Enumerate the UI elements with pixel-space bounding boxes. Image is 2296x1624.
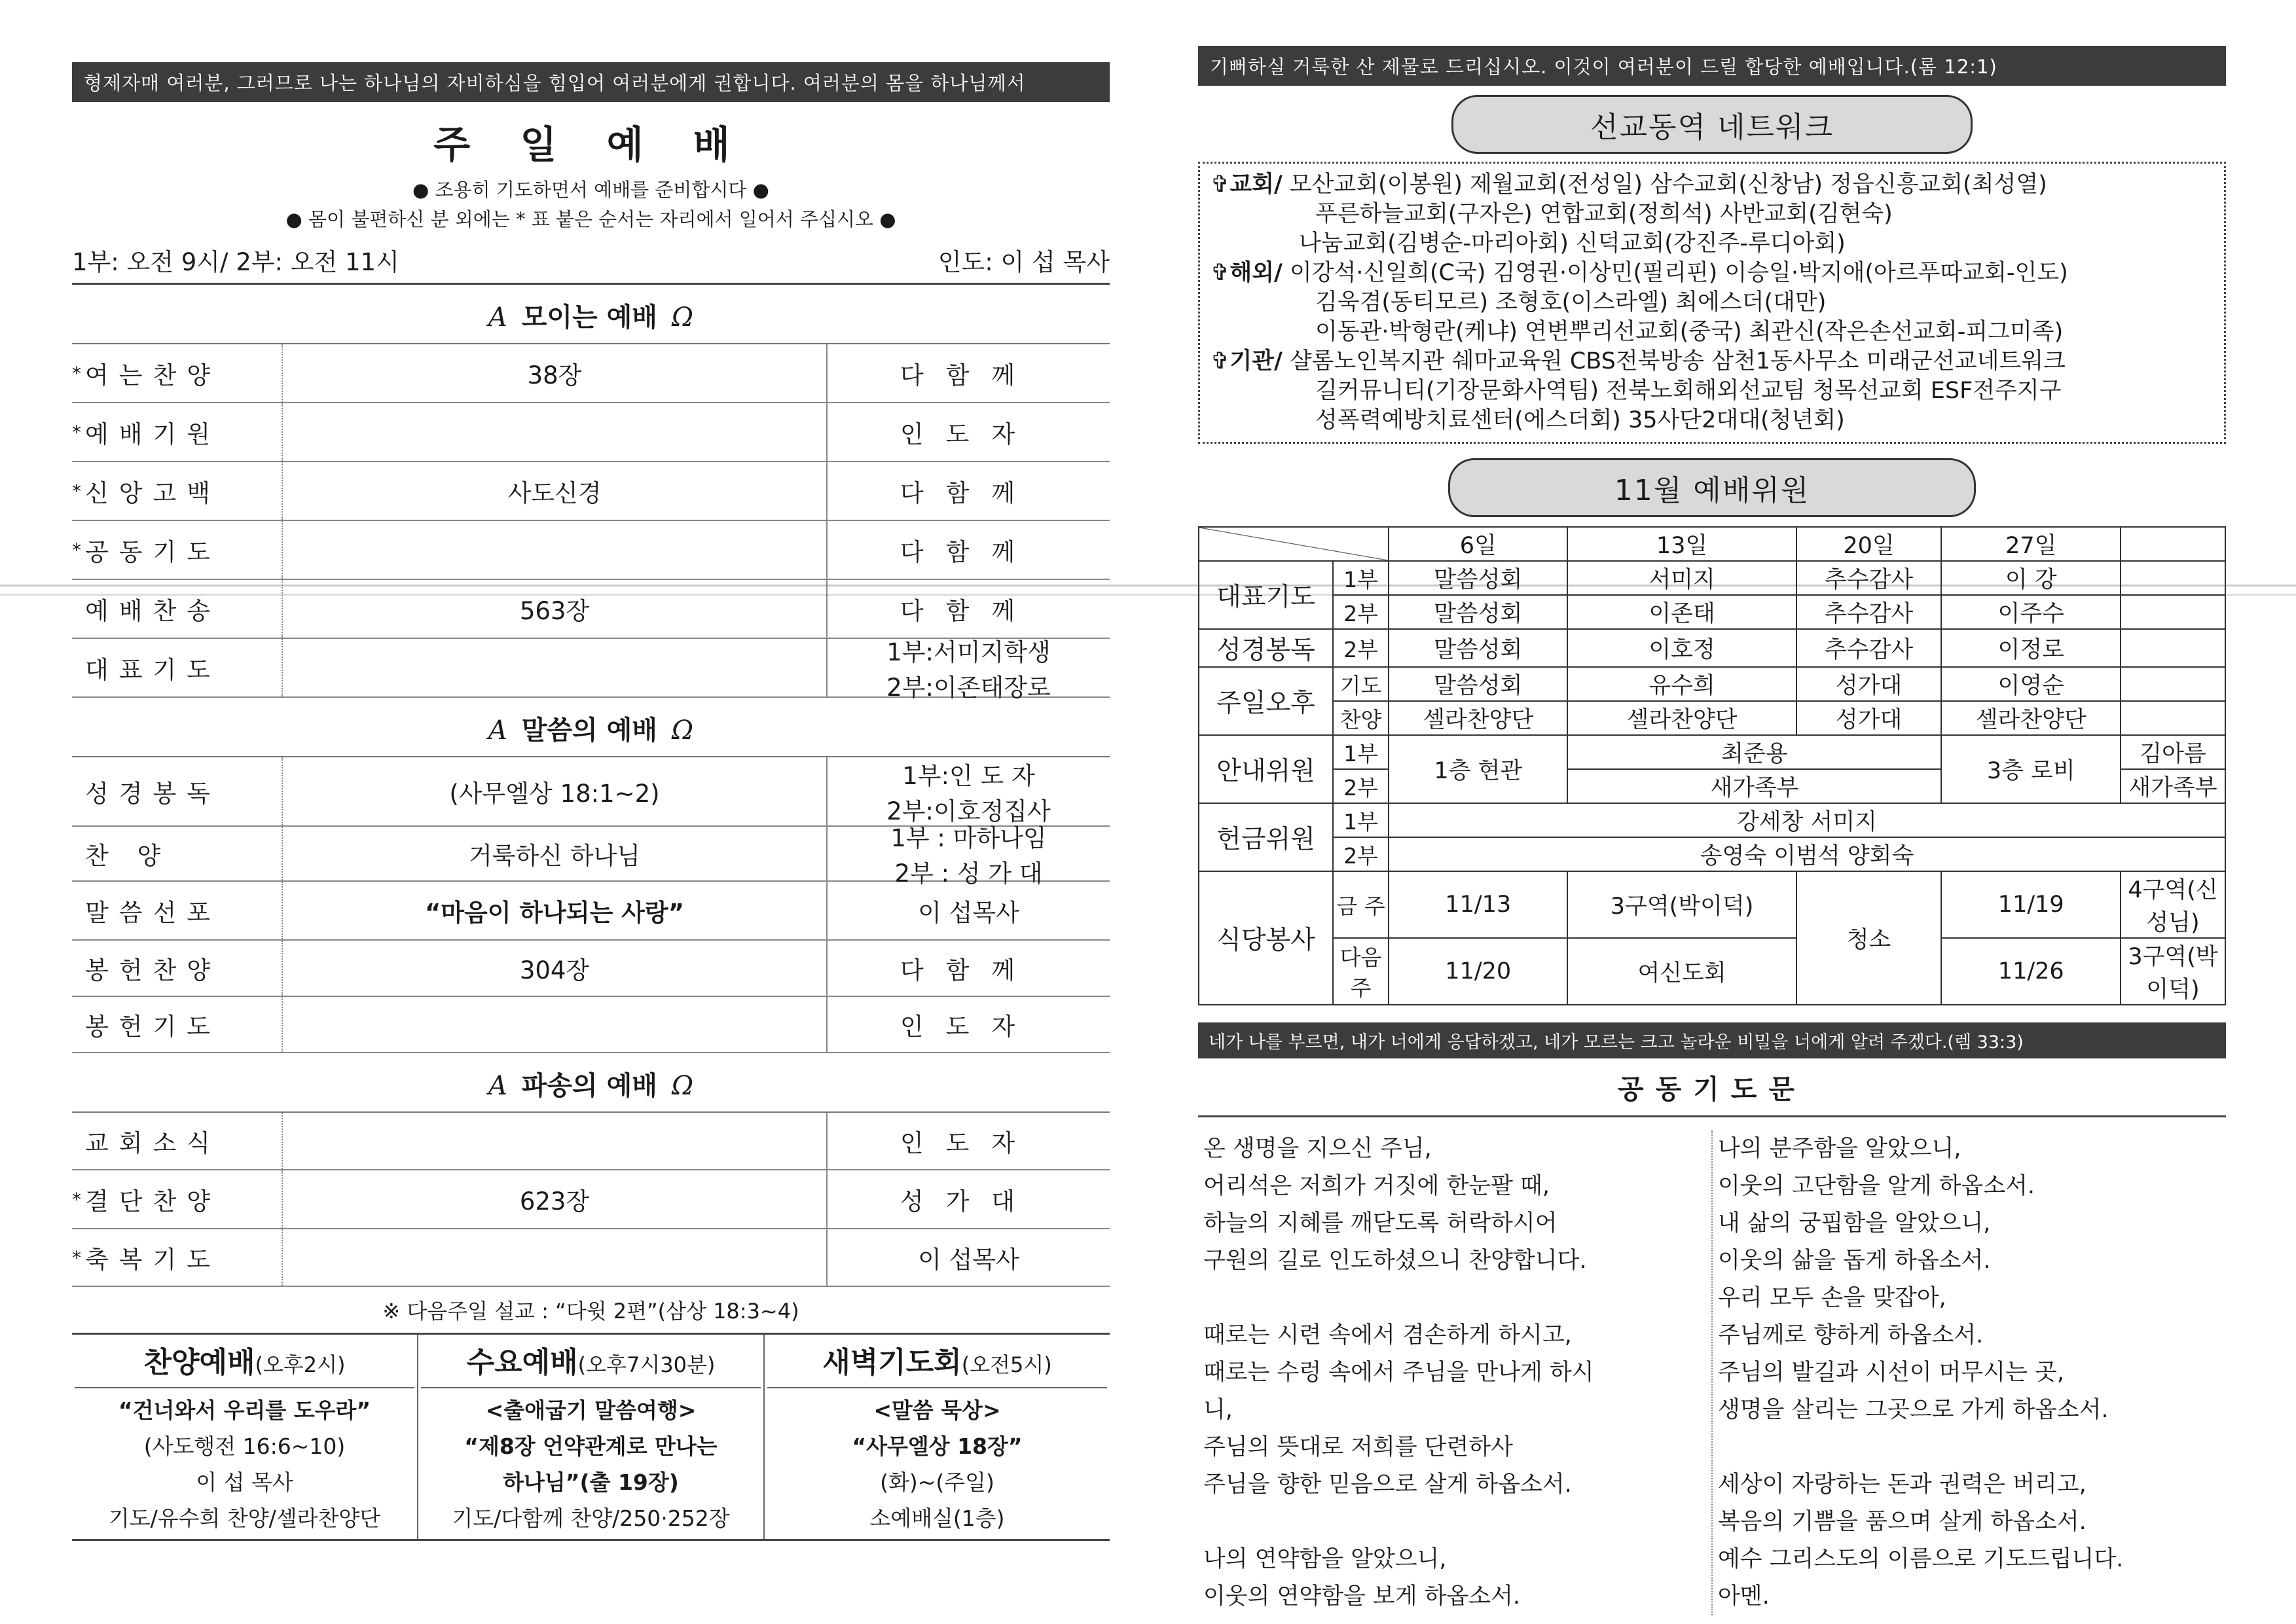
stand-marker: * — [72, 539, 81, 561]
who-line: 1부 : 마하나임 — [890, 824, 1047, 852]
abroad-label: ✞해외/ — [1211, 260, 1283, 286]
prayer-line: 구원의 길로 인도하셨으니 찬양합니다. — [1203, 1248, 1587, 1274]
prayer-line: 예수 그리스도의 이름으로 기도드립니다. — [1718, 1546, 2124, 1572]
order-item-content: 사도신경 — [283, 462, 828, 520]
prayer-line: 주님을 향한 믿음으로 살게 하옵소서. — [1203, 1471, 1572, 1498]
category-label: 헌금위원 — [1199, 803, 1333, 871]
prayer-line: 내 삶의 궁핍함을 알았으니, — [1718, 1210, 1991, 1236]
who-line: 다함께 — [900, 597, 1038, 625]
prayer-line: 이웃의 연약함을 보게 하옵소서. — [1203, 1583, 1521, 1610]
org-label: ✞기관/ — [1211, 348, 1283, 374]
wednesday-line: 하나님”(출 19장) — [503, 1470, 679, 1495]
order-row — [72, 824, 1110, 888]
verse-banner: 네가 나를 부르면, 내가 너에게 응답하겠고, 네가 모르는 크고 놀라운 비밀을 너에게 알려 주겠다.(렘 33:3) — [1198, 1022, 2226, 1058]
order-row — [72, 521, 1110, 580]
order-item-who — [828, 462, 1110, 520]
prayer-line: 나의 연약함을 알았으니, — [1203, 1546, 1447, 1572]
order-item-label: 예배찬송 — [85, 597, 221, 625]
wednesday-service — [417, 1335, 763, 1539]
order-item-who — [828, 344, 1110, 402]
order-item-content: (사무엘상 18:1~2) — [283, 757, 828, 825]
sub-label: 1부 — [1333, 561, 1389, 595]
table-row — [1199, 701, 2225, 735]
prayer-line: 이웃의 삶을 돕게 하옵소서. — [1718, 1248, 1991, 1274]
table-row — [1199, 735, 2225, 769]
order-item-content: 623장 — [283, 1170, 828, 1228]
order-item-label: 말씀선포 — [85, 899, 221, 927]
category-label: 주일오후 — [1199, 667, 1333, 735]
sub-label: 금 주 — [1333, 871, 1389, 938]
order-item-who — [828, 638, 1110, 702]
table-cell: 새가족부 — [1567, 769, 1941, 803]
next-week-sermon: ※ 다음주일 설교 : “다윗 2편”(삼상 18:3~4) — [72, 1287, 1110, 1335]
prayer-line: 때로는 시련 속에서 겸손하게 하시고, — [1203, 1322, 1572, 1348]
order-item-who — [828, 1229, 1110, 1286]
category-label: 안내위원 — [1199, 735, 1333, 803]
section-label: 말씀의 예배 — [521, 715, 657, 746]
network-line: 푸른하늘교회(구자은) 연합교회(정희석) 사반교회(김현숙) — [1315, 201, 1893, 227]
dawn-line: 소예배실(1층) — [869, 1506, 1005, 1531]
order-item-name — [72, 344, 283, 402]
table-cell: 이 강 — [1941, 561, 2121, 595]
order-item-name — [72, 521, 283, 579]
table-cell: 서미지 — [1567, 561, 1796, 595]
order-item-who — [828, 1170, 1110, 1228]
network-line: 모산교회(이봉원) 제월교회(전성일) 삼수교회(신창남) 정읍신흥교회(최성열) — [1289, 171, 2047, 198]
who-line: 2부:이존태장로 — [886, 674, 1051, 702]
prayer-line — [1203, 1504, 1706, 1541]
notice-prepare: ● 조용히 기도하면서 예배를 준비합시다 ● — [412, 179, 769, 201]
prayer-line: 이웃의 고단함을 알게 하옵소서. — [1718, 1173, 2035, 1199]
table-cell: 이정로 — [1941, 629, 2121, 667]
prayer-line: 주님의 발길과 시선이 머무시는 곳, — [1718, 1360, 2064, 1386]
table-cell: 강세창 서미지 — [1389, 803, 2225, 837]
order-item-who — [828, 403, 1110, 461]
table-cell: 성가대 — [1796, 701, 1942, 735]
table-cell: 말씀성회 — [1389, 595, 1567, 629]
order-item-label: 교회소식 — [85, 1129, 221, 1157]
order-item-name — [72, 403, 283, 461]
network-line: 성폭력예방치료센터(에스더회) 35사단2대대(청년회) — [1315, 407, 1845, 433]
dawn-line: (화)~(주일) — [880, 1470, 994, 1495]
order-item-content — [283, 997, 828, 1052]
table-row — [1199, 837, 2225, 871]
order-item-label: 예배기원 — [85, 420, 221, 448]
table-row — [1199, 871, 2225, 938]
common-prayer — [1198, 1130, 2226, 1615]
order-item-name — [72, 1170, 283, 1228]
prayer-line: 니, — [1203, 1397, 1233, 1423]
table-cell: 김아름 — [2121, 735, 2225, 769]
order-row — [72, 403, 1110, 462]
table-cell: 추수감사 — [1796, 595, 1942, 629]
praise-line: “건너와서 우리를 도우라” — [118, 1398, 371, 1423]
table-cell: 송영숙 이범석 양회숙 — [1389, 837, 2225, 871]
empty-cell — [2121, 629, 2225, 667]
top-banner: 형제자매 여러분, 그러므로 나는 하나님의 자비하심을 힘입어 여러분에게 권합니다. 여러분의 몸을 하나님께서 — [72, 62, 1110, 102]
empty-cell — [2121, 561, 2225, 595]
table-row — [1199, 938, 2225, 1005]
table-row — [1199, 629, 2225, 667]
alpha-symbol: A — [488, 715, 507, 746]
order-item-who — [828, 997, 1110, 1052]
who-line: 다함께 — [900, 361, 1038, 389]
prayer-line: 주님께로 향하게 하옵소서. — [1718, 1322, 1984, 1348]
order-item-label: 봉헌찬양 — [85, 956, 221, 984]
order-item-who — [828, 882, 1110, 939]
prayer-line: 온 생명을 지으신 주님, — [1203, 1136, 1432, 1162]
order-row — [72, 757, 1110, 827]
network-line: 나눔교회(김병순-마리아회) 신덕교회(강진주-루디아회) — [1299, 230, 1846, 257]
table-cell: 말씀성회 — [1389, 561, 1567, 595]
prayer-line: 세상이 자랑하는 돈과 권력은 버리고, — [1718, 1471, 2086, 1498]
service-times — [72, 242, 1110, 285]
stand-marker: * — [72, 421, 81, 443]
network-line: 김욱겸(동티모르) 조형호(이스라엘) 최에스더(대만) — [1315, 289, 1827, 316]
prayer-line: 하늘의 지혜를 깨닫도록 허락하시어 — [1203, 1210, 1558, 1236]
praise-service-time: (오후2시) — [255, 1352, 346, 1377]
who-line: 1부:서미지학생 — [886, 638, 1051, 666]
order-item-label: 축복기도 — [85, 1246, 221, 1274]
network-line: 이강석·신일희(C국) 김영권·이상민(필리핀) 이승일·박지애(아르푸따교회-인도) — [1289, 260, 2068, 286]
table-cell: 3구역(박이덕) — [1567, 871, 1796, 938]
order-row — [72, 1170, 1110, 1229]
praise-service-title: 찬양예배 — [143, 1346, 255, 1379]
service-times-text: 1부: 오전 9시/ 2부: 오전 11시 — [72, 248, 399, 276]
order-item-name — [72, 827, 283, 880]
table-cell: 11/19 — [1941, 871, 2121, 938]
table-cell: 새가족부 — [2121, 769, 2225, 803]
order-item-name — [72, 941, 283, 996]
who-line: 2부:이호정집사 — [886, 797, 1051, 825]
order-item-who — [828, 521, 1110, 579]
volunteer-schedule — [1198, 526, 2226, 1005]
table-cell: 이영순 — [1941, 667, 2121, 701]
table-cell: 이주수 — [1941, 595, 2121, 629]
who-line: 다함께 — [900, 538, 1038, 566]
prayer-line — [1203, 1280, 1706, 1317]
order-item-content: 거룩하신 하나님 — [283, 827, 828, 880]
sub-label: 2부 — [1333, 769, 1389, 803]
order-item-label: 대표기도 — [85, 656, 221, 684]
empty-cell — [2121, 527, 2225, 561]
order-item-who — [828, 941, 1110, 996]
table-cell: 3층 로비 — [1941, 735, 2121, 803]
dawn-line: “사무엘상 18장” — [852, 1434, 1023, 1459]
who-line: 다함께 — [900, 479, 1038, 507]
stand-marker: * — [72, 480, 81, 502]
order-item-name — [72, 882, 283, 939]
order-item-content — [283, 521, 828, 579]
left-page — [72, 62, 1110, 1542]
sub-label: 찬양 — [1333, 701, 1389, 735]
prayer-line — [1718, 1429, 2221, 1466]
order-row — [72, 1113, 1110, 1170]
sub-label: 1부 — [1333, 803, 1389, 837]
order-item-content: 563장 — [283, 580, 828, 638]
table-cell: 성가대 — [1796, 667, 1942, 701]
table-cell: 말씀성회 — [1389, 629, 1567, 667]
order-item-name — [72, 639, 283, 696]
order-item-name — [72, 757, 283, 825]
network-title: 선교동역 네트워크 — [1451, 95, 1973, 154]
who-line: 다함께 — [900, 956, 1038, 984]
page-title: 주 일 예 배 — [433, 122, 748, 167]
prayer-right-column — [1711, 1130, 2226, 1615]
stand-marker: * — [72, 362, 81, 384]
empty-cell — [2121, 701, 2225, 735]
date-header: 27일 — [1941, 527, 2121, 561]
header-corner — [1199, 527, 1389, 561]
table-cell: 청소 — [1796, 871, 1942, 1005]
empty-cell — [2121, 667, 2225, 701]
omega-symbol: Ω — [671, 715, 694, 746]
table-cell: 최준용 — [1567, 735, 1941, 769]
who-line: 이 섭목사 — [918, 899, 1019, 927]
wednesday-line: “제8장 언약관계로 만나는 — [464, 1434, 718, 1459]
order-item-name — [72, 1229, 283, 1286]
sub-label: 2부 — [1333, 595, 1389, 629]
sub-label: 1부 — [1333, 735, 1389, 769]
order-item-content: “마음이 하나되는 사랑” — [283, 882, 828, 939]
table-cell: 셀라찬양단 — [1941, 701, 2121, 735]
order-item-name — [72, 1113, 283, 1169]
sub-label: 2부 — [1333, 629, 1389, 667]
table-cell: 셀라찬양단 — [1389, 701, 1567, 735]
table-row — [1199, 803, 2225, 837]
date-header: 20일 — [1796, 527, 1942, 561]
order-item-label: 봉헌기도 — [85, 1013, 221, 1041]
schedule-title: 11월 예배위원 — [1448, 458, 1976, 517]
order-of-worship — [72, 285, 1110, 1287]
table-cell: 11/13 — [1389, 871, 1567, 938]
section-heading — [72, 698, 1110, 757]
stand-marker: * — [72, 1188, 81, 1210]
section-label: 파송의 예배 — [521, 1071, 657, 1101]
table-cell: 4구역(신성님) — [2121, 871, 2225, 938]
order-item-content — [283, 403, 828, 461]
order-item-who — [828, 580, 1110, 638]
order-item-content — [283, 639, 828, 696]
who-line: 인도자 — [900, 1013, 1038, 1041]
order-row — [72, 638, 1110, 702]
who-line: 1부:인 도 자 — [902, 762, 1035, 790]
other-services — [72, 1335, 1110, 1541]
order-item-label: 결단찬양 — [85, 1187, 221, 1216]
order-item-label: 신앙고백 — [85, 479, 221, 507]
sub-label: 다음주 — [1333, 938, 1389, 1005]
order-item-name — [72, 997, 283, 1052]
prayer-line: 우리 모두 손을 맞잡아, — [1718, 1285, 1946, 1311]
table-cell: 유수희 — [1567, 667, 1796, 701]
table-cell: 11/20 — [1389, 938, 1567, 1005]
table-cell: 11/26 — [1941, 938, 2121, 1005]
alpha-symbol: A — [488, 302, 507, 333]
praise-line: 이 섭 목사 — [196, 1470, 293, 1495]
omega-symbol: Ω — [671, 302, 694, 333]
order-row — [72, 344, 1110, 403]
order-item-label: 성경봉독 — [85, 780, 221, 808]
prayer-title: 공동기도문 — [1198, 1058, 2226, 1117]
dawn-prayer-title: 새벽기도회 — [822, 1346, 962, 1379]
prayer-line: 어리석은 저희가 거짓에 한눈팔 때, — [1203, 1173, 1550, 1199]
table-row — [1199, 667, 2225, 701]
order-row — [72, 462, 1110, 521]
order-item-content — [283, 1113, 828, 1169]
prayer-left-column — [1198, 1130, 1711, 1615]
prayer-line: 생명을 살리는 그곳으로 가게 하옵소서. — [1718, 1397, 2109, 1423]
table-cell: 셀라찬양단 — [1567, 701, 1796, 735]
category-label: 성경봉독 — [1199, 629, 1333, 667]
order-item-content: 304장 — [283, 941, 828, 996]
sub-label: 2부 — [1333, 837, 1389, 871]
order-item-who — [828, 757, 1110, 825]
dawn-prayer-time: (오전5시) — [961, 1352, 1052, 1377]
date-header: 6일 — [1389, 527, 1567, 561]
table-cell: 3구역(박이덕) — [2121, 938, 2225, 1005]
prayer-line: 나의 분주함을 알았으니, — [1718, 1136, 1961, 1162]
table-cell: 추수감사 — [1796, 561, 1942, 595]
praise-service — [72, 1335, 417, 1539]
order-row — [72, 1229, 1110, 1287]
who-line: 인도자 — [900, 420, 1038, 448]
order-item-label: 여는찬양 — [85, 361, 221, 389]
mission-network — [1198, 162, 2226, 444]
order-row — [72, 882, 1110, 941]
prayer-line: 주님의 뜻대로 저희를 단련하사 — [1203, 1434, 1513, 1460]
praise-line: 기도/유수희 찬양/셀라찬양단 — [108, 1506, 381, 1531]
order-item-label: 공동기도 — [85, 538, 221, 566]
network-line: 샬롬노인복지관 쉐마교육원 CBS전북방송 삼천1동사무소 미래군선교네트워크 — [1289, 348, 2066, 374]
table-cell: 1층 현관 — [1389, 735, 1567, 803]
table-cell: 말씀성회 — [1389, 667, 1567, 701]
dawn-prayer — [763, 1335, 1110, 1539]
church-label: ✞교회/ — [1211, 171, 1283, 198]
prayer-line: 복음의 기쁨을 품으며 살게 하옵소서. — [1718, 1509, 2086, 1535]
order-item-who — [828, 1113, 1110, 1169]
schedule-header-row — [1199, 527, 2225, 561]
order-item-name — [72, 462, 283, 520]
order-item-name — [72, 580, 283, 638]
order-row — [72, 997, 1110, 1053]
dawn-line: <말씀 묵상> — [873, 1398, 1001, 1423]
order-item-who — [828, 824, 1110, 888]
section-heading — [72, 1053, 1110, 1113]
stand-marker: * — [72, 1246, 81, 1269]
table-cell: 이호정 — [1567, 629, 1796, 667]
sub-label: 기도 — [1333, 667, 1389, 701]
wednesday-line: <출애굽기 말씀여행> — [485, 1398, 697, 1423]
order-item-label: 찬 양 — [85, 842, 172, 870]
right-top-banner: 기뻐하실 거룩한 산 제물로 드리십시오. 이것이 여러분이 드릴 합당한 예배입니다.(롬 12:1) — [1198, 46, 2226, 86]
table-row — [1199, 595, 2225, 629]
table-cell: 이존태 — [1567, 595, 1796, 629]
order-row — [72, 941, 1110, 997]
order-item-content: 38장 — [283, 344, 828, 402]
who-line: 이 섭목사 — [918, 1246, 1019, 1274]
order-item-content — [283, 1229, 828, 1286]
category-label: 대표기도 — [1199, 561, 1333, 629]
right-page — [1198, 46, 2226, 1610]
network-line: 이동관·박형란(케냐) 연변뿌리선교회(중국) 최관신(작은손선교회-피그미족) — [1315, 319, 2064, 345]
date-header: 13일 — [1567, 527, 1796, 561]
table-cell: 추수감사 — [1796, 629, 1942, 667]
prayer-line: 아멘. — [1718, 1583, 1770, 1610]
prayer-line: 때로는 수렁 속에서 주님을 만나게 하시 — [1203, 1360, 1594, 1386]
wednesday-service-time: (오후7시30분) — [577, 1352, 716, 1377]
who-line: 인도자 — [900, 1129, 1038, 1157]
table-row — [1199, 561, 2225, 595]
section-label: 모이는 예배 — [521, 302, 657, 333]
network-line: 길커뮤니티(기장문화사역팀) 전북노회해외선교팀 청목선교회 ESF전주지구 — [1315, 378, 2062, 404]
empty-cell — [2121, 595, 2225, 629]
wednesday-line: 기도/다함께 찬양/250·252장 — [452, 1506, 730, 1531]
order-row — [72, 580, 1110, 639]
omega-symbol: Ω — [671, 1071, 694, 1101]
service-leader: 인도: 이 섭 목사 — [938, 248, 1110, 276]
notice-stand: ● 몸이 불편하신 분 외에는 * 표 붙은 순서는 자리에서 일어서 주십시오 ● — [285, 208, 896, 230]
alpha-symbol: A — [488, 1071, 507, 1101]
wednesday-service-title: 수요예배 — [466, 1346, 578, 1379]
table-cell: 여신도회 — [1567, 938, 1796, 1005]
section-heading — [72, 285, 1110, 344]
category-label: 식당봉사 — [1199, 871, 1333, 1005]
who-line: 2부 : 성 가 대 — [894, 859, 1043, 888]
who-line: 성가대 — [900, 1187, 1038, 1216]
praise-line: (사도행전 16:6~10) — [143, 1434, 346, 1459]
